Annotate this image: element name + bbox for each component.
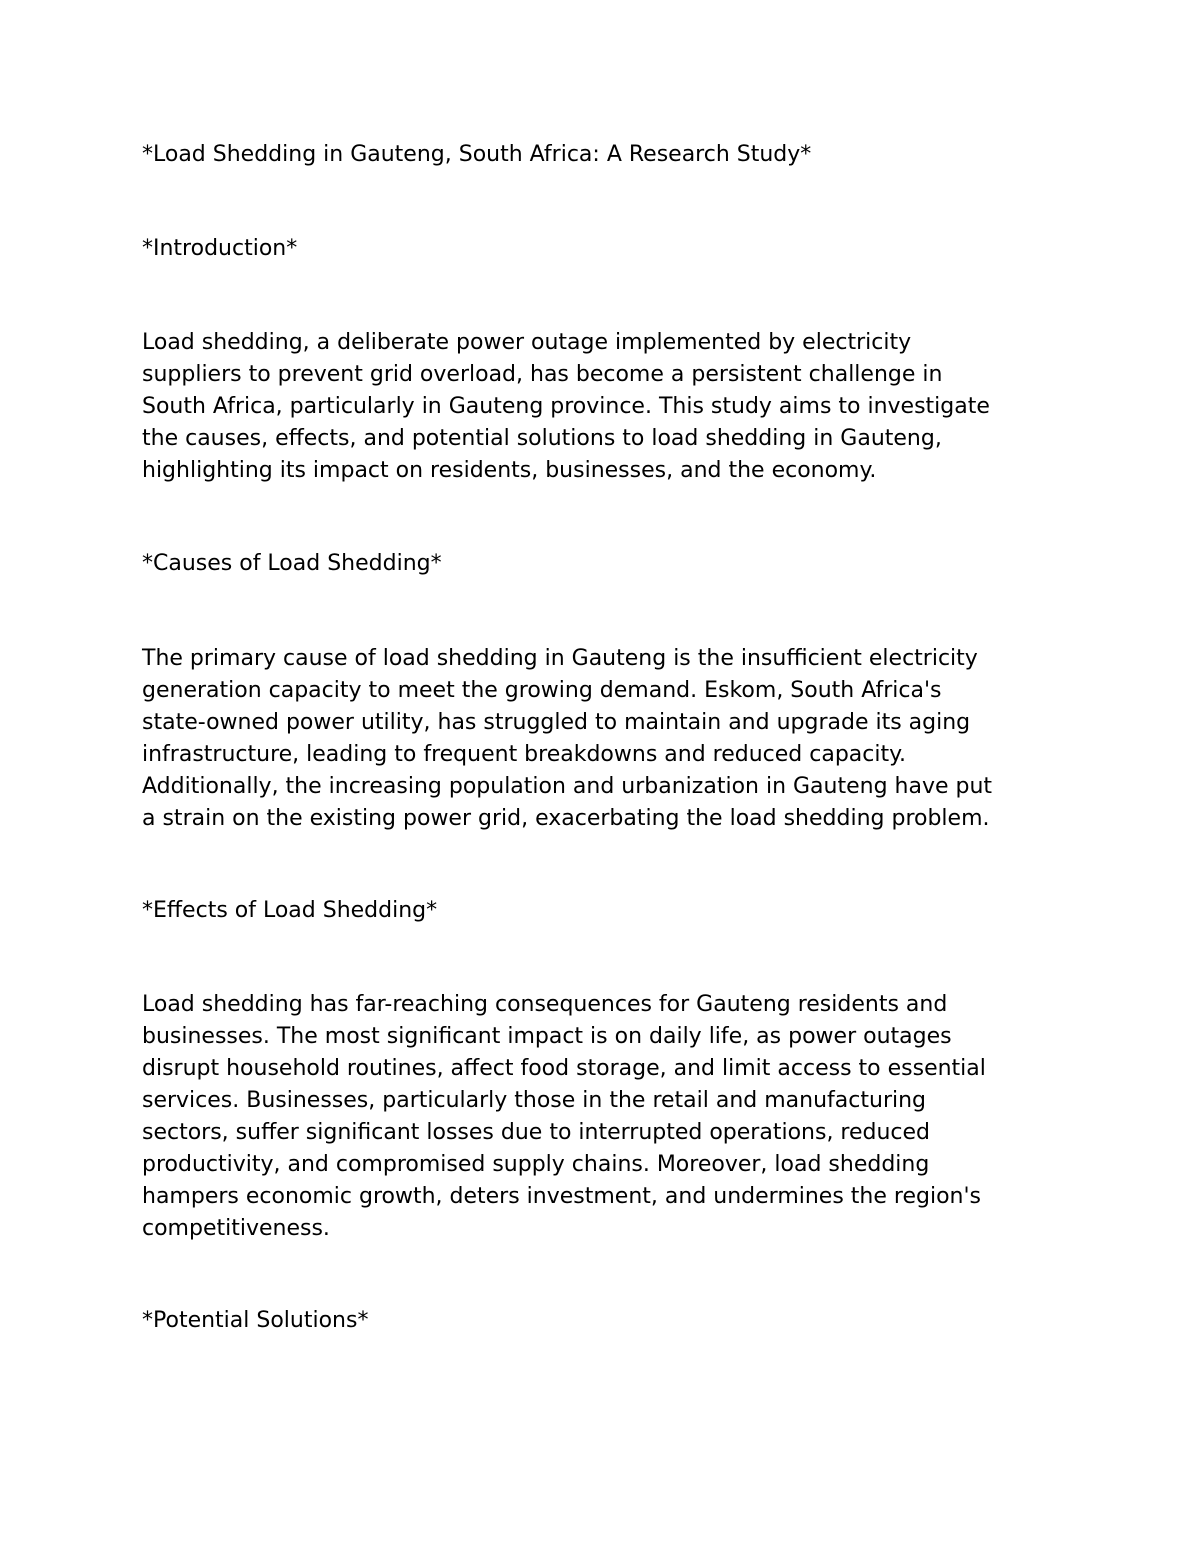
text-line: businesses. The most significant impact is on daily life, as power outages [142, 1024, 952, 1049]
paragraph-effects [142, 989, 1072, 1245]
section-heading-potential-solutions: *Potential Solutions* [142, 1308, 369, 1333]
text-line: sectors, suffer significant losses due to interrupted operations, reduced [142, 1120, 931, 1145]
text-line: highlighting its impact on residents, businesses, and the economy. [142, 458, 877, 483]
document-title: *Load Shedding in Gauteng, South Africa: A Research Study* [142, 142, 812, 167]
text-line: disrupt household routines, affect food storage, and limit access to essential [142, 1056, 986, 1081]
text-line: South Africa, particularly in Gauteng province. This study aims to investigate [142, 394, 990, 419]
text-line: hampers economic growth, deters investment, and undermines the region's [142, 1184, 981, 1209]
text-line: Load shedding has far-reaching consequences for Gauteng residents and [142, 992, 948, 1017]
text-line: Load shedding, a deliberate power outage implemented by electricity [142, 330, 912, 355]
text-line: a strain on the existing power grid, exacerbating the load shedding problem. [142, 806, 990, 831]
text-line: state-owned power utility, has struggled to maintain and upgrade its aging [142, 710, 971, 735]
section-heading-causes: *Causes of Load Shedding* [142, 551, 442, 576]
section-heading-introduction: *Introduction* [142, 236, 298, 261]
text-line: infrastructure, leading to frequent breakdowns and reduced capacity. [142, 742, 906, 767]
text-line: The primary cause of load shedding in Gauteng is the insufficient electricity [142, 646, 978, 671]
text-line: productivity, and compromised supply chains. Moreover, load shedding [142, 1152, 930, 1177]
text-line: generation capacity to meet the growing demand. Eskom, South Africa's [142, 678, 942, 703]
section-heading-effects: *Effects of Load Shedding* [142, 898, 438, 923]
text-line: services. Businesses, particularly those in the retail and manufacturing [142, 1088, 927, 1113]
text-line: competitiveness. [142, 1216, 330, 1241]
text-line: the causes, effects, and potential solutions to load shedding in Gauteng, [142, 426, 942, 451]
paragraph-causes [142, 643, 1072, 835]
text-line: suppliers to prevent grid overload, has become a persistent challenge in [142, 362, 943, 387]
text-line: Additionally, the increasing population and urbanization in Gauteng have put [142, 774, 993, 799]
paragraph-introduction [142, 327, 1072, 487]
